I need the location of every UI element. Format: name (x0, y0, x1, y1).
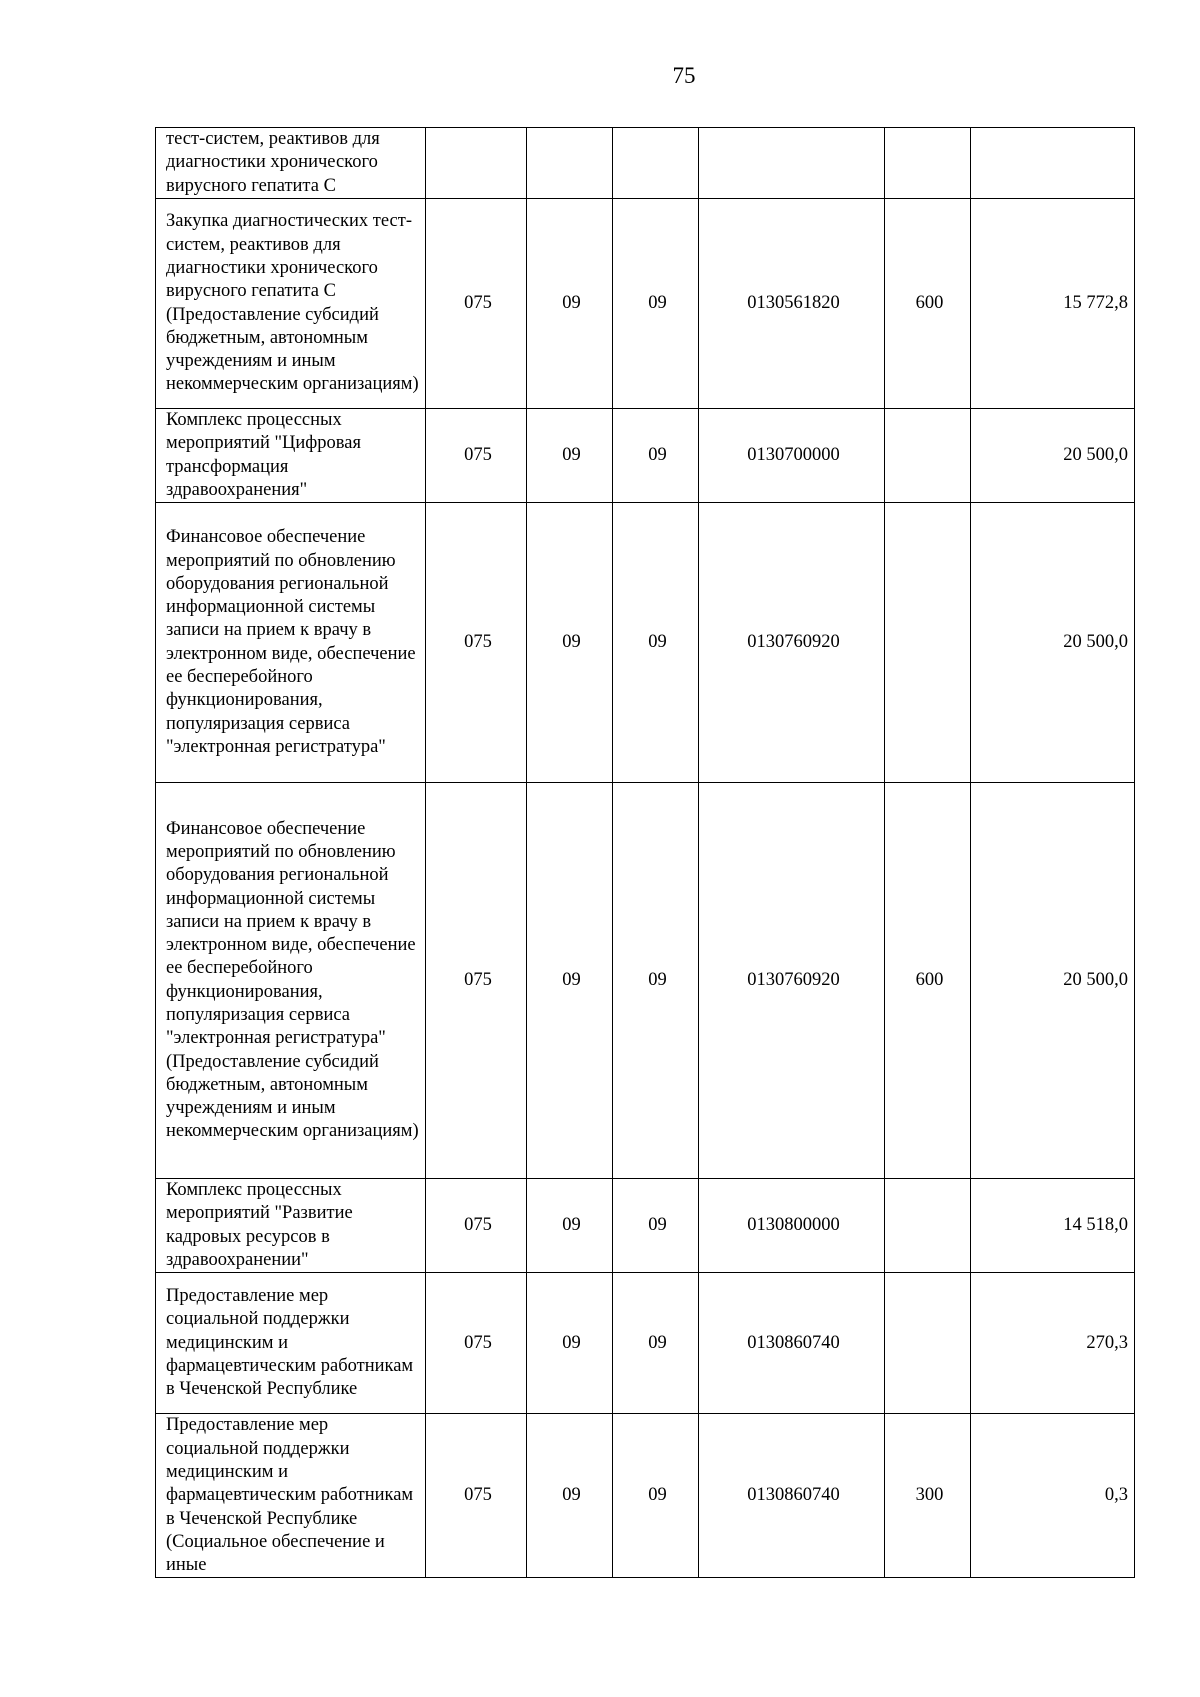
cell-sum: 20 500,0 (971, 503, 1135, 783)
table-row (156, 1414, 1135, 1578)
cell-expense-type (885, 128, 971, 199)
cell-ministry: 075 (426, 199, 527, 409)
cell-expense-type (885, 503, 971, 783)
cell-target (699, 128, 885, 199)
cell-name: Закупка диагностических тест-систем, реактивов для диагностики хронического вирусного гепатита С (Предоставление субсидий бюджетным, автономным учреждениям и иным некоммерческим организациям) (156, 199, 426, 409)
budget-table (155, 127, 1135, 1578)
cell-section: 09 (527, 503, 613, 783)
cell-subsection (613, 128, 699, 199)
cell-section: 09 (527, 1414, 613, 1578)
cell-subsection: 09 (613, 1414, 699, 1578)
cell-name: Финансовое обеспечение мероприятий по обновлению оборудования региональной информационной системы записи на прием к врачу в электронном виде, обеспечение ее бесперебойного функционирования, популяризация сервиса "электронная регистратура" (156, 503, 426, 783)
cell-sum: 20 500,0 (971, 783, 1135, 1179)
cell-subsection: 09 (613, 503, 699, 783)
cell-name: Комплекс процессных мероприятий "Развитие кадровых ресурсов в здравоохранении" (156, 1179, 426, 1273)
cell-section: 09 (527, 409, 613, 503)
cell-subsection: 09 (613, 199, 699, 409)
cell-name: тест-систем, реактивов для диагностики хронического вирусного гепатита С (156, 128, 426, 199)
cell-sum: 20 500,0 (971, 409, 1135, 503)
cell-subsection: 09 (613, 409, 699, 503)
cell-ministry: 075 (426, 503, 527, 783)
cell-expense-type (885, 1273, 971, 1414)
cell-sum: 15 772,8 (971, 199, 1135, 409)
cell-expense-type: 600 (885, 199, 971, 409)
cell-name: Финансовое обеспечение мероприятий по обновлению оборудования региональной информационной системы записи на прием к врачу в электронном виде, обеспечение ее бесперебойного функционирования, популяризация сервиса "электронная регистратура" (Предоставление субсидий бюджетным, автономным учреждениям и иным некоммерческим организациям) (156, 783, 426, 1179)
cell-name: Предоставление мер социальной поддержки медицинским и фармацевтическим работникам в Чеченской Республике (156, 1273, 426, 1414)
page-number: 75 (672, 63, 696, 88)
cell-sum (971, 128, 1135, 199)
cell-ministry (426, 128, 527, 199)
cell-expense-type (885, 409, 971, 503)
cell-section (527, 128, 613, 199)
table-row (156, 1179, 1135, 1273)
cell-sum: 14 518,0 (971, 1179, 1135, 1273)
cell-target: 0130700000 (699, 409, 885, 503)
cell-ministry: 075 (426, 1179, 527, 1273)
cell-section: 09 (527, 1273, 613, 1414)
cell-ministry: 075 (426, 783, 527, 1179)
cell-ministry: 075 (426, 1414, 527, 1578)
cell-subsection: 09 (613, 1179, 699, 1273)
cell-target: 0130561820 (699, 199, 885, 409)
cell-subsection: 09 (613, 783, 699, 1179)
table-row (156, 1273, 1135, 1414)
cell-target: 0130860740 (699, 1273, 885, 1414)
cell-section: 09 (527, 1179, 613, 1273)
cell-expense-type: 600 (885, 783, 971, 1179)
table-row (156, 409, 1135, 503)
cell-target: 0130800000 (699, 1179, 885, 1273)
table-row (156, 199, 1135, 409)
cell-name: Комплекс процессных мероприятий "Цифровая трансформация здравоохранения" (156, 409, 426, 503)
cell-subsection: 09 (613, 1273, 699, 1414)
cell-sum: 270,3 (971, 1273, 1135, 1414)
cell-sum: 0,3 (971, 1414, 1135, 1578)
table-row (156, 128, 1135, 199)
table-row (156, 503, 1135, 783)
cell-ministry: 075 (426, 1273, 527, 1414)
cell-section: 09 (527, 783, 613, 1179)
cell-expense-type (885, 1179, 971, 1273)
cell-target: 0130860740 (699, 1414, 885, 1578)
cell-name: Предоставление мер социальной поддержки медицинским и фармацевтическим работникам в Чеченской Республике (Социальное обеспечение и иные (156, 1414, 426, 1578)
cell-ministry: 075 (426, 409, 527, 503)
cell-target: 0130760920 (699, 503, 885, 783)
cell-expense-type: 300 (885, 1414, 971, 1578)
cell-section: 09 (527, 199, 613, 409)
table-row (156, 783, 1135, 1179)
cell-target: 0130760920 (699, 783, 885, 1179)
